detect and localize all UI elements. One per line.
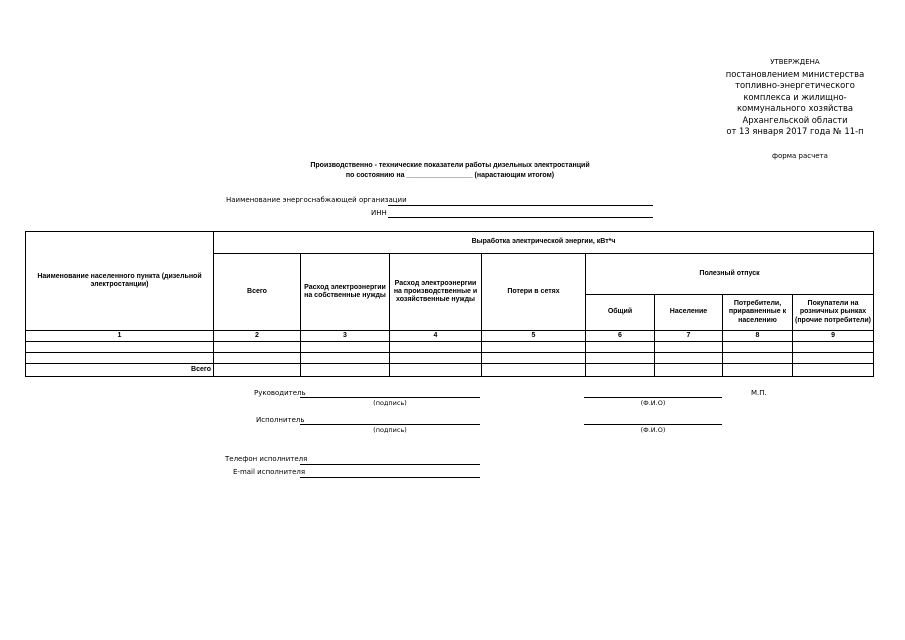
col-number: 8 bbox=[723, 331, 793, 342]
table-cell[interactable] bbox=[482, 364, 586, 377]
table-cell[interactable] bbox=[655, 353, 723, 364]
form-label: форма расчета bbox=[772, 152, 828, 160]
table-cell[interactable] bbox=[482, 342, 586, 353]
executor-fio-field[interactable] bbox=[584, 424, 722, 425]
table-cell[interactable] bbox=[214, 364, 301, 377]
executor-signature-field[interactable] bbox=[300, 424, 480, 425]
table-row[interactable] bbox=[26, 353, 874, 364]
document-subtitle: по состоянию на _________________ (нарастающим итогом) bbox=[345, 172, 555, 179]
header-total: Всего bbox=[214, 254, 301, 331]
header-retail: Покупатели на розничных рынках (прочие потребители) bbox=[793, 295, 874, 331]
header-useful-supply: Полезный отпуск bbox=[586, 254, 874, 295]
col-number: 1 bbox=[26, 331, 214, 342]
header-equated: Потребители, приравненные к населению bbox=[723, 295, 793, 331]
table-cell[interactable] bbox=[655, 342, 723, 353]
table-cell[interactable] bbox=[586, 342, 655, 353]
table-cell[interactable] bbox=[655, 364, 723, 377]
col-number: 3 bbox=[301, 331, 390, 342]
executor-fio-caption: (Ф.И.О) bbox=[640, 426, 666, 434]
table-row-numbers bbox=[26, 331, 874, 342]
table-cell[interactable] bbox=[723, 353, 793, 364]
table-row-total bbox=[26, 364, 874, 377]
table-cell[interactable] bbox=[586, 364, 655, 377]
table-cell[interactable] bbox=[390, 342, 482, 353]
head-signature-caption: (подпись) bbox=[373, 399, 407, 407]
org-name-field[interactable] bbox=[388, 205, 653, 206]
table-cell[interactable] bbox=[482, 353, 586, 364]
total-row-label: Всего bbox=[26, 364, 214, 377]
header-production-needs: Расход электроэнергии на производственные и хозяйственные нужды bbox=[390, 254, 482, 331]
table-cell[interactable] bbox=[390, 353, 482, 364]
header-own-needs: Расход электроэнергии на собственные нужды bbox=[301, 254, 390, 331]
inn-field[interactable] bbox=[388, 217, 653, 218]
approval-line-2: постановлением министерства bbox=[725, 68, 865, 79]
email-label: E-mail исполнителя bbox=[233, 468, 306, 476]
col-number: 5 bbox=[482, 331, 586, 342]
indicators-table bbox=[25, 231, 874, 377]
document-title: Производственно - технические показатели работы дизельных электростанций bbox=[310, 162, 590, 169]
approval-line-4: комплекса и жилищно- bbox=[743, 91, 847, 102]
inn-label: ИНН bbox=[371, 209, 387, 217]
phone-field[interactable] bbox=[300, 464, 480, 465]
org-name-label: Наименование энергоснабжающей организации bbox=[226, 196, 407, 204]
header-generation: Выработка электрической энергии, кВт*ч bbox=[214, 232, 874, 254]
table-cell[interactable] bbox=[793, 353, 874, 364]
approval-line-3: топливно-энергетического bbox=[735, 80, 855, 90]
phone-label: Телефон исполнителя bbox=[225, 455, 308, 463]
table-cell[interactable] bbox=[390, 364, 482, 377]
head-fio-field[interactable] bbox=[584, 397, 722, 398]
table-cell[interactable] bbox=[301, 342, 390, 353]
approval-line-6: Архангельской области bbox=[742, 114, 848, 125]
table-cell[interactable] bbox=[214, 353, 301, 364]
col-number: 2 bbox=[214, 331, 301, 342]
executor-label: Исполнитель bbox=[256, 416, 305, 424]
table-cell[interactable] bbox=[301, 364, 390, 377]
table-cell[interactable] bbox=[26, 342, 214, 353]
head-signature-field[interactable] bbox=[300, 397, 480, 398]
col-number: 9 bbox=[793, 331, 874, 342]
header-general: Общий bbox=[586, 295, 655, 331]
table-cell[interactable] bbox=[723, 342, 793, 353]
approval-line-1: УТВЕРЖДЕНА bbox=[770, 58, 820, 66]
table-row[interactable] bbox=[26, 342, 874, 353]
table-cell[interactable] bbox=[723, 364, 793, 377]
table-cell[interactable] bbox=[793, 364, 874, 377]
approval-block bbox=[690, 57, 900, 138]
col-number: 7 bbox=[655, 331, 723, 342]
head-label: Руководитель bbox=[254, 389, 306, 397]
header-losses: Потери в сетях bbox=[482, 254, 586, 331]
header-population: Население bbox=[655, 295, 723, 331]
head-fio-caption: (Ф.И.О) bbox=[640, 399, 666, 407]
approval-line-7: от 13 января 2017 года № 11-п bbox=[726, 126, 864, 136]
col-number: 6 bbox=[586, 331, 655, 342]
table-cell[interactable] bbox=[586, 353, 655, 364]
table-cell[interactable] bbox=[214, 342, 301, 353]
table-cell[interactable] bbox=[301, 353, 390, 364]
email-field[interactable] bbox=[300, 477, 480, 478]
col-number: 4 bbox=[390, 331, 482, 342]
header-settlement: Наименование населенного пункта (дизельной электростанции) bbox=[26, 232, 214, 331]
approval-line-5: коммунального хозяйства bbox=[736, 103, 854, 113]
stamp-label: М.П. bbox=[751, 389, 767, 397]
table-cell[interactable] bbox=[26, 353, 214, 364]
table-cell[interactable] bbox=[793, 342, 874, 353]
executor-signature-caption: (подпись) bbox=[373, 426, 407, 434]
